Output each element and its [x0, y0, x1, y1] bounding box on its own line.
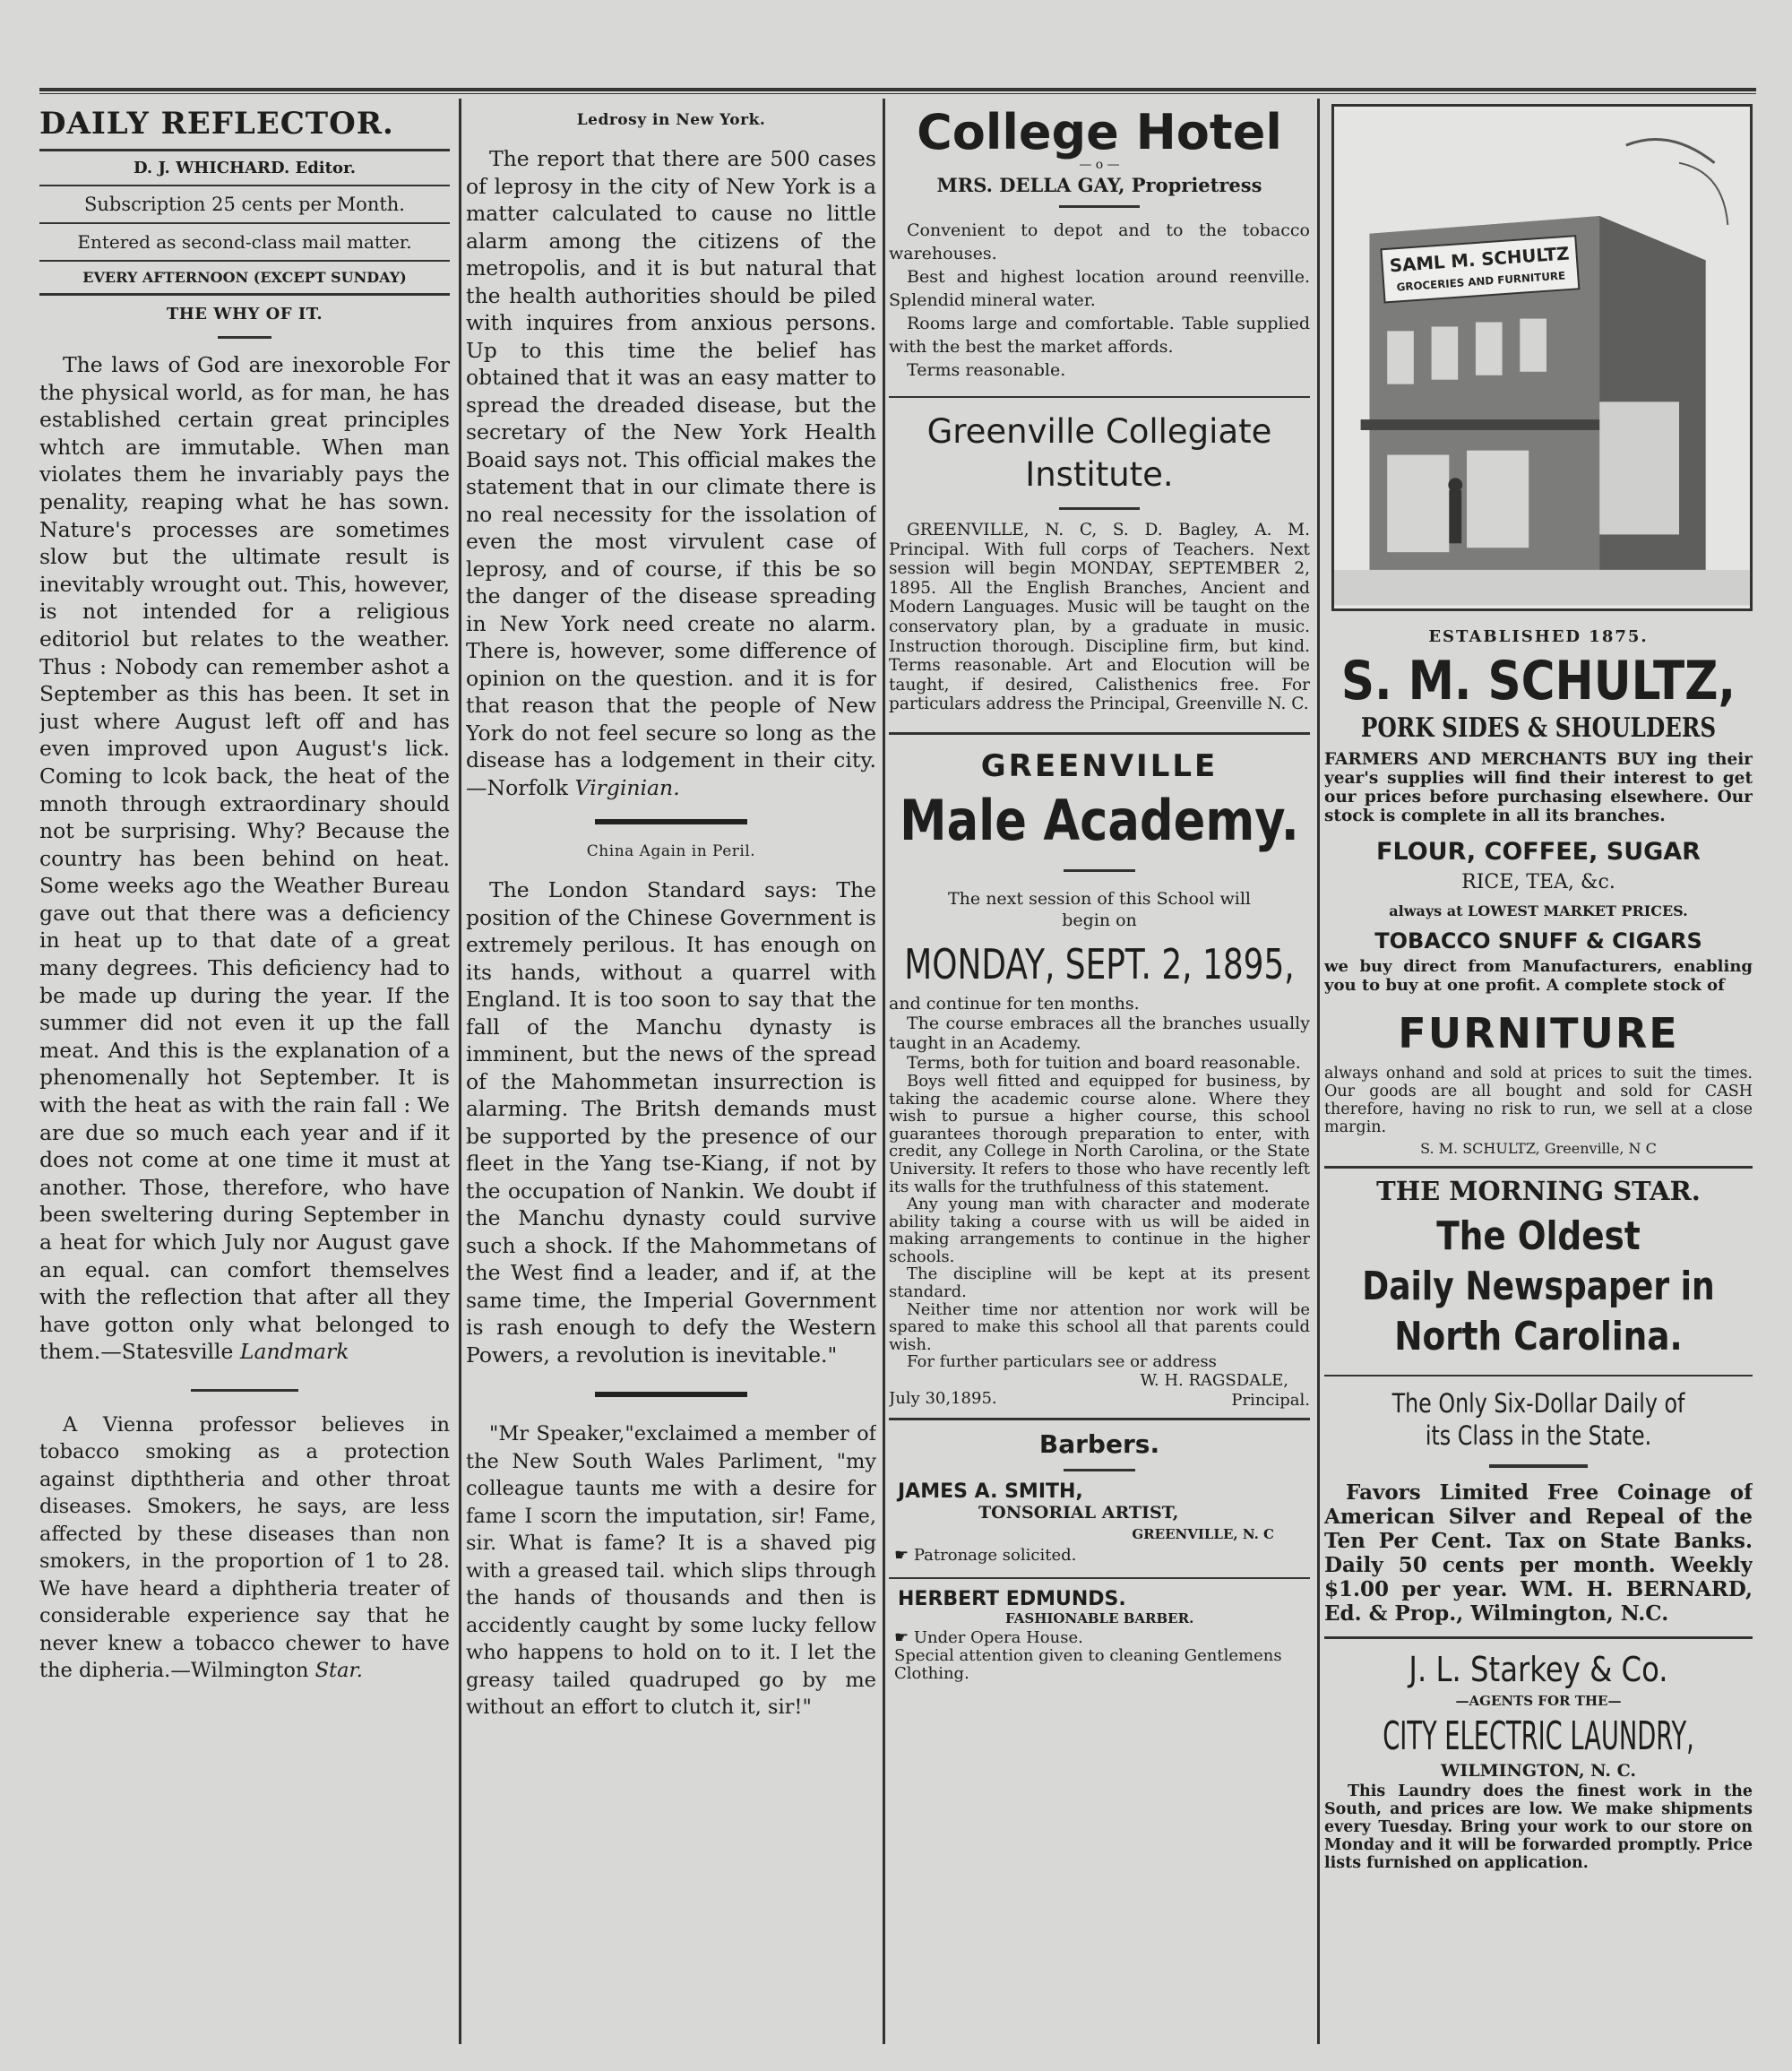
- academy-signature-block: [889, 1371, 1310, 1411]
- rule: [595, 819, 747, 824]
- barber-smith-name: JAMES A. SMITH,: [898, 1480, 1083, 1504]
- farmers-text: FARMERS AND MERCHANTS BUY ing their year's supplies will find their interest to get our prices before purchasing elsewhere. Our stock is complete in all its branches.: [1324, 750, 1753, 825]
- barber-smith-title: TONSORIAL ARTIST,: [978, 1503, 1179, 1523]
- top-rule-thin: [39, 93, 1756, 94]
- article-body: The laws of God are inexoroble For the physical world, as for man, he has established certain great principles whtch are immutable. When man violates them he invariably pays the penality, reaping what he has sown. Nature's processes are sometimes slow but the ultimate result is inevitably wrought out. This, however, is not intended for a religious editoriol but relates to the weather. Thus : Nobody can remember ashot a September as this has been. It set in just where August left off and has even improved upon August's lick. Coming to lcok back, the heat of the mnoth through extraordinary should not be surprising. Why? Because the country has been behind on heat. Some weeks ago the Weather Bureau gave out that there was a deficiency in heat up to that date of a great many degrees. This deficiency had to be made up during the year. If the summer did not even it up the fall meat. And this is the explanation of a phenomenally hot September. It is with the heat as with the rain fall : We are due so much each year and if it does not come at one time it must at another. Those, therefore, who have been sweltering during September in a heat for which July nor August gave an equal. can comfort themselves with the reflection that after all they have gotton only what belonged to them.—Statesville Landmark: [39, 352, 450, 1365]
- article-title: THE WHY OF IT.: [166, 305, 323, 324]
- agents-line: —AGENTS FOR THE—: [1455, 1693, 1622, 1709]
- column-2: [466, 99, 876, 1722]
- barber-smith-patronage: ☛ Patronage solicited.: [894, 1546, 1077, 1566]
- barber-edmunds-name: HERBERT EDMUNDS.: [898, 1588, 1126, 1611]
- hotel-text: Best and highest location around reenville. Splendid mineral water.: [889, 267, 1310, 310]
- editor-line: D. J. WHICHARD. Editor.: [133, 159, 357, 177]
- rice-line: RICE, TEA, &c.: [1461, 871, 1615, 893]
- column-divider: [883, 99, 885, 2044]
- article-body: The London Standard says: The position of the Chinese Government is extremely perilous. It has enough on its hands, without a quarrel with England. It is too soon to say that the fall of the Manchu dynasty is imminent, but the news of the spread of the Mahommetan insurrection is alarming. The Britsh demands must be supported by the presence of our fleet in the Yang tse-Kiang, if not by the occupation of Nankin. We doubt if the Manchu dynasty could survive such a shock. If the Mahommetans of the West find a leader, and if, at the same time, the Imperial Government is rash enough to defy the Western Powers, a revolution is inevitable.": [466, 877, 876, 1368]
- ornament: — o —: [1079, 158, 1120, 172]
- store-illustration: [1331, 104, 1753, 611]
- rule: [1324, 1636, 1753, 1639]
- buy-direct-text: we buy direct from Manufacturers, enabling you to buy at one profit. A complete stock of: [1324, 957, 1753, 995]
- established-line: ESTABLISHED 1875.: [1428, 627, 1649, 646]
- institute-title: Greenville Collegiate Institute.: [926, 412, 1272, 494]
- laundry-city: WILMINGTON, N. C.: [1441, 1761, 1636, 1781]
- every-afternoon-line: EVERY AFTERNOON (EXCEPT SUNDAY): [82, 269, 407, 286]
- masthead: DAILY REFLECTOR.: [39, 106, 394, 142]
- hotel-text: Convenient to depot and to the tobacco warehouses.: [889, 220, 1310, 263]
- starkey-title: J. L. Starkey & Co.: [1409, 1650, 1668, 1689]
- favors-text: Favors Limited Free Coinage of American Silver and Repeal of the Ten Per Cent. Tax on State Banks. Daily 50 cents per month. Weekly $1.00 per year. WM. H. BERNARD, Ed. & Prop., Wilmington, N.C.: [1324, 1480, 1753, 1626]
- subscription-line: Subscription 25 cents per Month.: [84, 194, 405, 215]
- flour-line: FLOUR, COFFEE, SUGAR: [1376, 838, 1701, 866]
- schultz-signature: S. M. SCHULTZ, Greenville, N C: [1420, 1140, 1657, 1157]
- pork-line: PORK SIDES & SHOULDERS: [1360, 712, 1717, 744]
- academy-signed-date: July 30,1895.: [889, 1389, 997, 1409]
- academy-next-session: The next session of this School will begin on: [948, 888, 1251, 930]
- rule: [39, 293, 450, 296]
- rule: [595, 1392, 747, 1397]
- hotel-proprietress: MRS. DELLA GAY, Proprietress: [936, 174, 1262, 196]
- morning-star-title: THE MORNING STAR.: [1376, 1176, 1701, 1206]
- barbers-title: Barbers.: [1038, 1429, 1160, 1460]
- academy-title-2: Male Academy.: [900, 787, 1299, 853]
- rule: [889, 732, 1310, 735]
- rule: [889, 1577, 1310, 1579]
- institute-body: GREENVILLE, N. C, S. D. Bagley, A. M. Principal. With full corps of Teachers. Next session will begin MONDAY, SEPTEMBER 2, 1895. All the English Branches, Ancient and Modern Languages. Music will be taught on the conservatory plan, by a graduate in music. Instruction thorough. Discipline firm, but kind. Terms reasonable. Art and Elocution will be taught, if desired, Calisthenics free. For particulars address the Principal, Greenville N. C.: [889, 521, 1310, 714]
- article-body: A Vienna professor believes in tobacco smoking as a protection against dipththeria and other throat diseases. Smokers, he says, are less affected by these diseases than non smokers, in the proportion of 1 to 28. We have heard a diphtheria treater of considerable experience say that he never knew a tobacco chewer to have the dipheria.—Wilmington Star.: [39, 1412, 450, 1683]
- laundry-text: This Laundry does the finest work in the South, and prices are low. We make shipments every Tuesday. Bring your work to our store on Monday and it will be forwarded promptly. Price lists furnished on application.: [1324, 1782, 1753, 1872]
- column-divider: [1317, 99, 1320, 2044]
- oldest-line-3: North Carolina.: [1394, 1314, 1683, 1359]
- rule: [39, 260, 450, 262]
- furniture-text: always onhand and sold at prices to suit the times. Our goods are all bought and sold for CASH therefore, having no risk to run, we sell at a close margin.: [1324, 1065, 1753, 1136]
- only-line-2: its Class in the State.: [1425, 1420, 1652, 1451]
- dash: [191, 1389, 298, 1392]
- academy-title-1: GREENVILLE: [980, 747, 1219, 784]
- rule: [39, 222, 450, 224]
- dash: [1059, 507, 1140, 510]
- academy-signer-title: Principal.: [1231, 1391, 1310, 1411]
- barber-smith-place: GREENVILLE, N. C: [1132, 1526, 1274, 1543]
- tobacco-line: TOBACCO SNUFF & CIGARS: [1374, 928, 1702, 954]
- academy-text: Neither time nor attention nor work will be spared to make this school all that parents could wish.: [889, 1299, 1310, 1354]
- academy-signer: W. H. RAGSDALE,: [1140, 1371, 1288, 1391]
- rule: [39, 185, 450, 186]
- store-sign-subtext: GROCERIES AND FURNITURE: [1396, 269, 1566, 294]
- oldest-line-2: Daily Newspaper in: [1362, 1264, 1715, 1309]
- column-1: [39, 99, 450, 1685]
- barber-edmunds-title: FASHIONABLE BARBER.: [1005, 1610, 1194, 1627]
- entered-line: Entered as second-class mail matter.: [77, 231, 412, 253]
- academy-text: Boys well fitted and equipped for business, by taking the academic course alone. Where they wish to pursue a higher course, this school guarantees thorough preparation to enter, with credit, any College in North Carolina, or the State University. It refers to those who have recently left its walls for the truthfulness of this statement.: [889, 1071, 1310, 1196]
- academy-text: For further particulars see or address: [907, 1352, 1217, 1372]
- academy-date: MONDAY, SEPT. 2, 1895,: [904, 939, 1295, 988]
- barber-edmunds-note: Special attention given to cleaning Gentlemens Clothing.: [894, 1646, 1282, 1684]
- store-building-icon: [1334, 107, 1750, 608]
- academy-text: and continue for ten months.: [889, 993, 1140, 1014]
- store-sign-text: SAML M. SCHULTZ: [1389, 243, 1571, 277]
- hotel-text: Terms reasonable.: [907, 360, 1066, 380]
- hotel-title: College Hotel: [917, 104, 1282, 160]
- academy-text: The course embraces all the branches usually taught in an Academy.: [889, 1013, 1310, 1053]
- article-title: China Again in Peril.: [586, 842, 756, 860]
- academy-text: Any young man with character and moderate ability taking a course with us will be aided in making arrangements to continue in the higher schools.: [889, 1195, 1310, 1266]
- dash: [1064, 1469, 1135, 1471]
- dash: [218, 336, 271, 339]
- rule: [1324, 1375, 1753, 1376]
- only-line-1: The Only Six-Dollar Daily of: [1391, 1388, 1685, 1419]
- rule: [1324, 1166, 1753, 1169]
- academy-text: The discipline will be kept at its present standard.: [889, 1264, 1310, 1302]
- furniture-title: FURNITURE: [1398, 1009, 1679, 1057]
- column-4: [1324, 99, 1753, 1872]
- rule: [889, 1418, 1310, 1420]
- top-rule: [39, 88, 1756, 91]
- article-body: "Mr Speaker,"exclaimed a member of the New South Wales Parliment, "my colleague taunts me with a desire for fame I scorn the imputation, sir! Fame, sir. What is fame? It is a shaved pig with a greased tail. which slips through the hands of thousands and then is accidently caught by some lucky fellow who happens to hold on to it. I let the greasy tailed quadruped go by me without an effort to clutch it, sir!": [466, 1422, 876, 1719]
- rule: [39, 149, 450, 151]
- rule: [889, 396, 1310, 398]
- oldest-line-1: The Oldest: [1436, 1213, 1641, 1259]
- barber-edmunds-location: ☛ Under Opera House.: [894, 1628, 1083, 1648]
- laundry-title: CITY ELECTRIC LAUNDRY,: [1383, 1713, 1694, 1759]
- article-body: The report that there are 500 cases of leprosy in the city of New York is a matter calculated to cause no little alarm among the citizens of the metropolis, and it is but natural that the health authorities should be piled with inquires from anxious persons. Up to this time the belief has obtained that it was an easy matter to spread the dreaded disease, but the secretary of the New York Health Boaid says not. This official makes the statement that in our climate there is no real necessity for the issolation of even the most virvulent case of leprosy, and of course, if this be so the danger of the disease spreading in New York need create no alarm. There is, however, some difference of opinion on the question. and it is for that reason that the people of New York do not feel secure so long as the disease has a lodgement in their city.—Norfolk Virginian.: [466, 146, 876, 800]
- always-line: always at LOWEST MARKET PRICES.: [1389, 902, 1688, 919]
- schultz-name: S. M. SCHULTZ,: [1340, 650, 1736, 712]
- column-divider: [459, 99, 461, 2044]
- article-title: Ledrosy in New York.: [576, 111, 766, 129]
- dash: [1489, 1464, 1588, 1468]
- dash: [1059, 205, 1140, 208]
- hotel-text: Rooms large and comfortable. Table supplied with the best the market affords.: [889, 314, 1310, 357]
- academy-text: Terms, both for tuition and board reasonable.: [907, 1052, 1301, 1073]
- dash: [1064, 869, 1135, 872]
- column-3: [889, 99, 1310, 1683]
